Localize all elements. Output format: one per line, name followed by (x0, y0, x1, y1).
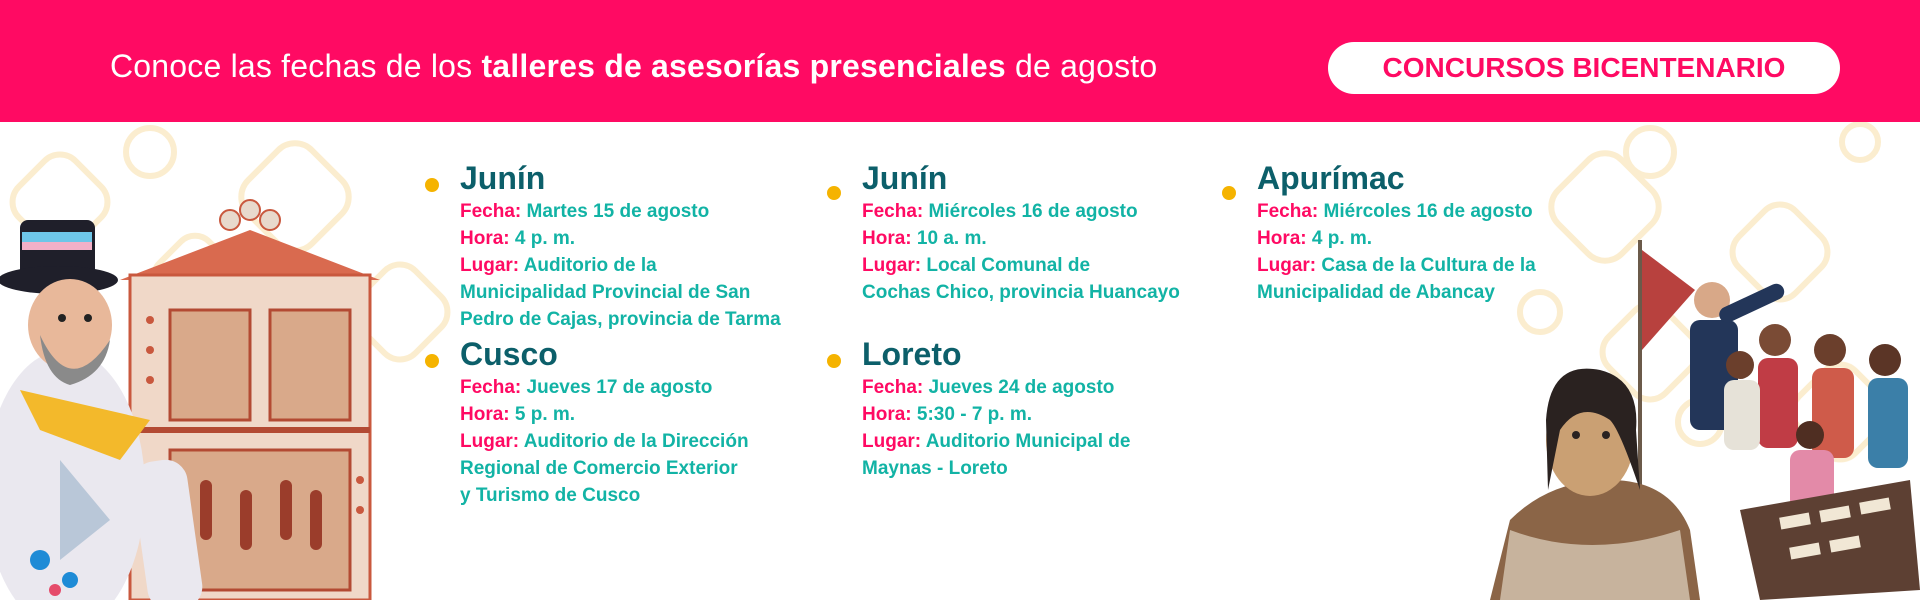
place-line-3: Pedro de Cajas, provincia de Tarma (460, 309, 781, 330)
place-line-1: Auditorio de la Dirección (523, 431, 749, 452)
hora-label: Hora: (460, 228, 510, 249)
event-time (1257, 225, 1536, 252)
event-loreto (862, 336, 1130, 482)
fecha-label: Fecha: (460, 201, 522, 222)
event-city: Loreto (862, 336, 962, 372)
header-title-suffix: de agosto (1005, 48, 1158, 84)
event-time (862, 225, 1180, 252)
time-value: 5:30 - 7 p. m. (916, 404, 1033, 425)
place-line-2: Regional de Comercio Exterior (460, 458, 738, 479)
place-line-2: Municipalidad de Abancay (1257, 282, 1495, 303)
right-illustration (1490, 230, 1920, 600)
event-date (1257, 198, 1536, 225)
date-value: Jueves 24 de agosto (928, 377, 1115, 398)
time-value: 4 p. m. (514, 228, 576, 249)
bullet-icon (827, 186, 841, 200)
hora-label: Hora: (1257, 228, 1307, 249)
event-place (862, 252, 1180, 279)
event-date (862, 198, 1180, 225)
hora-label: Hora: (862, 228, 912, 249)
place-line-2: Cochas Chico, provincia Huancayo (862, 282, 1180, 303)
lugar-label: Lugar: (862, 255, 922, 276)
historical-scene (1490, 240, 1920, 600)
header-title-prefix: Conoce las fechas de los (110, 48, 482, 84)
event-junin-2 (862, 160, 1180, 306)
hora-label: Hora: (460, 404, 510, 425)
event-date (460, 374, 749, 401)
header-title (110, 48, 1157, 85)
bullet-icon (425, 354, 439, 368)
lugar-label: Lugar: (460, 431, 520, 452)
fecha-label: Fecha: (862, 377, 924, 398)
lugar-label: Lugar: (1257, 255, 1317, 276)
header-banner (0, 0, 1920, 122)
fecha-label: Fecha: (460, 377, 522, 398)
event-cusco (460, 336, 749, 509)
concursos-bicentenario-button[interactable]: CONCURSOS BICENTENARIO (1328, 42, 1840, 94)
event-place (862, 428, 1130, 455)
date-value: Miércoles 16 de agosto (1323, 201, 1533, 222)
bullet-icon (1222, 186, 1236, 200)
event-city: Junín (460, 160, 546, 196)
hora-label: Hora: (862, 404, 912, 425)
fecha-label: Fecha: (862, 201, 924, 222)
header-title-bold: talleres de asesorías presenciales (481, 48, 1006, 84)
place-line-1: Casa de la Cultura de la (1321, 255, 1536, 276)
event-date (460, 198, 781, 225)
event-place (460, 428, 749, 455)
time-value: 5 p. m. (514, 404, 576, 425)
left-illustration (0, 160, 400, 600)
place-line-1: Local Comunal de (926, 255, 1091, 276)
event-date (862, 374, 1130, 401)
event-place (1257, 252, 1536, 279)
lugar-label: Lugar: (460, 255, 520, 276)
event-junin-1 (460, 160, 781, 333)
place-line-2: Municipalidad Provincial de San (460, 282, 751, 303)
time-value: 10 a. m. (916, 228, 987, 249)
place-line-3: y Turismo de Cusco (460, 485, 641, 506)
event-city: Cusco (460, 336, 558, 372)
fecha-label: Fecha: (1257, 201, 1319, 222)
time-value: 4 p. m. (1311, 228, 1373, 249)
date-value: Jueves 17 de agosto (526, 377, 713, 398)
event-city: Apurímac (1257, 160, 1405, 196)
place-line-1: Auditorio de la (523, 255, 657, 276)
event-apurimac (1257, 160, 1536, 306)
place-line-1: Auditorio Municipal de (925, 431, 1131, 452)
date-value: Miércoles 16 de agosto (928, 201, 1138, 222)
event-time (862, 401, 1130, 428)
place-line-2: Maynas - Loreto (862, 458, 1008, 479)
lugar-label: Lugar: (862, 431, 922, 452)
bullet-icon (425, 178, 439, 192)
event-time (460, 401, 749, 428)
event-city: Junín (862, 160, 948, 196)
bullet-icon (827, 354, 841, 368)
event-time (460, 225, 781, 252)
date-value: Martes 15 de agosto (526, 201, 710, 222)
event-place (460, 252, 781, 279)
